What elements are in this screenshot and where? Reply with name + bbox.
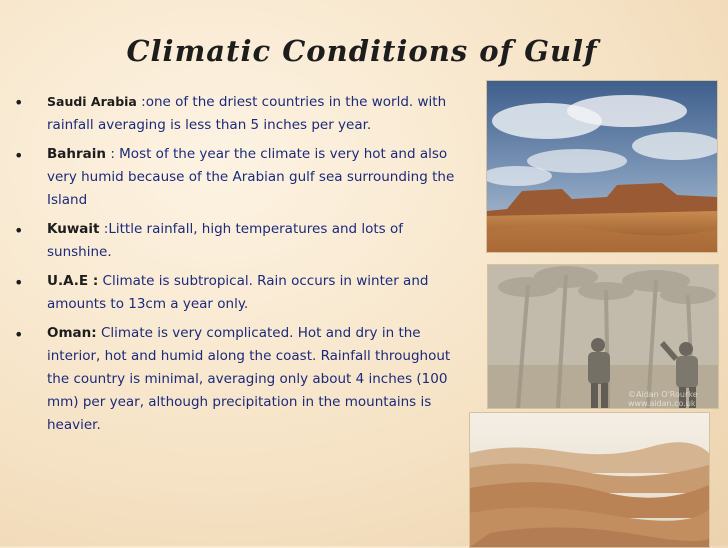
bullet-heading: Oman: [47,325,97,341]
desert-dunes-photo [469,412,710,548]
bullet-text: :Little rainfall, high temperatures and lots of sunshine. [47,221,404,260]
watermark-line-1: ©Aidan O'Rourke [628,390,698,399]
bullet-text: Climate is very complicated. Hot and dry in the interior, hot and humid along the coast. Rainfall throughout the country is minimal, averaging only about 4 inches (100 mm) per year, although precipitation in the mountains is heavier. [47,325,451,433]
bullet-text: : Most of the year the climate is very hot and also very humid because of the Arabian gulf sea surrounding the Island [47,146,455,208]
watermark-line-2: www.aidan.co.uk [628,399,696,408]
desert-mesa-photo [486,80,718,253]
bullet-dot: • [14,221,24,240]
bullet-heading: Kuwait [47,221,100,237]
bullet-dot: • [14,325,24,344]
bullet-saudi-arabia [8,90,463,137]
bullet-text: :one of the driest countries in the world. with rainfall averaging is less than 5 inches per year. [47,94,447,133]
bullet-kuwait [8,218,463,264]
bullet-bahrain [8,143,463,212]
slide-title: Climatic Conditions of Gulf [126,34,598,68]
bullet-heading: Saudi Arabia [47,94,137,109]
bullet-text: Climate is subtropical. Rain occurs in winter and amounts to 13cm a year only. [47,273,429,312]
bullet-dot: • [14,93,24,112]
bullet-dot: • [14,146,24,165]
bullet-oman [8,322,463,437]
bullet-heading: U.A.E : [47,273,99,289]
sandstorm-photo [487,264,719,409]
bullet-heading: Bahrain [47,146,107,162]
bullet-uae [8,270,463,316]
bullet-dot: • [14,273,24,292]
bullet-list [8,90,463,443]
